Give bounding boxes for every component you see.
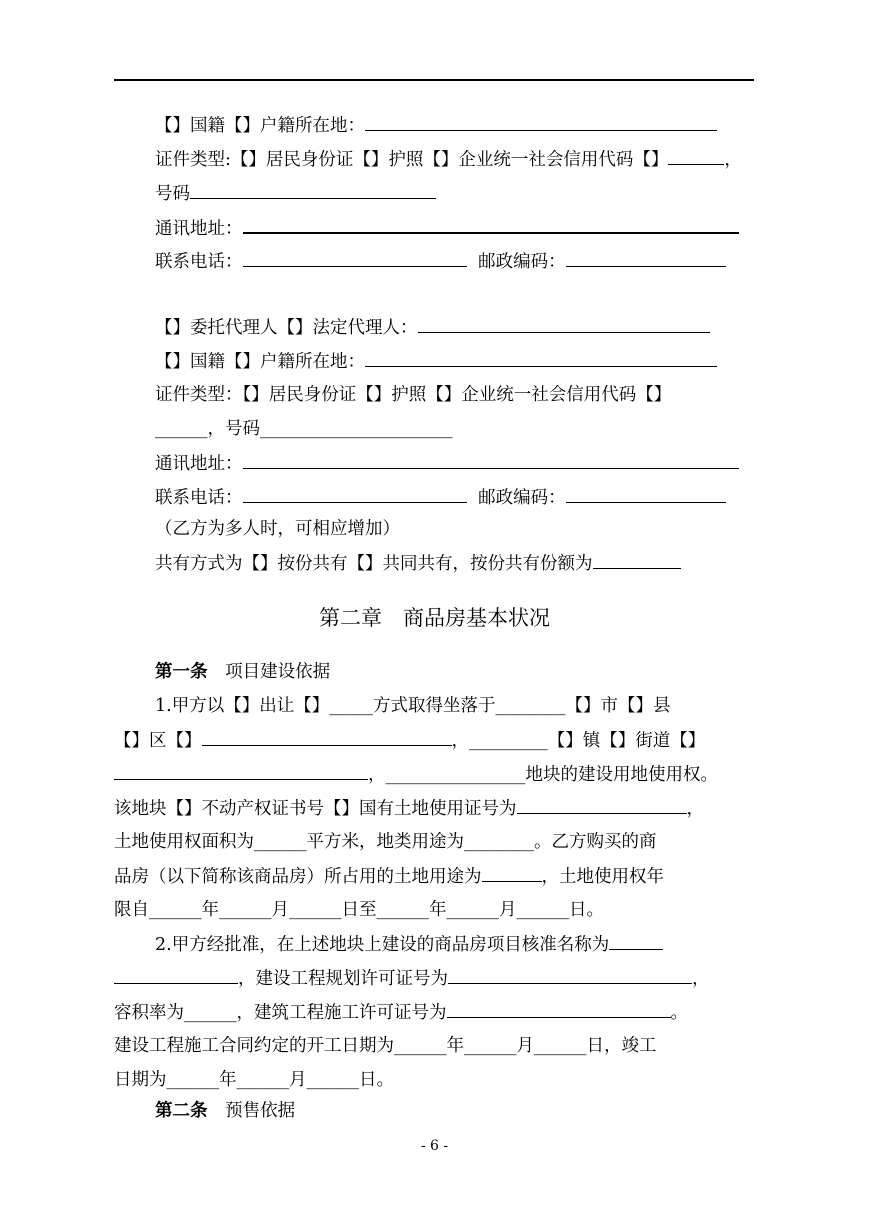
agent-name-field[interactable] (418, 316, 710, 333)
article2-title: 第二条 (155, 1101, 208, 1121)
agent-label: 【】委托代理人【】法定代理人： (155, 318, 418, 338)
share-line (155, 552, 681, 575)
project-name-field-a[interactable] (609, 933, 663, 950)
article2-subtitle: 预售依据 (225, 1101, 296, 1121)
p1-line1-text: 1.甲方以【】出让【】_____方式取得坐落于________【】市【】县 (155, 696, 671, 716)
owner-postcode-field[interactable] (566, 250, 726, 267)
owner-id-type-other-field[interactable] (668, 148, 724, 165)
agent-phone-field[interactable] (243, 486, 467, 503)
agent-nationality-label: 【】国籍【】户籍所在地： (155, 352, 365, 372)
p1-line5-text: 土地使用权面积为______平方米，地类用途为________。乙方购买的商 (114, 832, 657, 852)
p2-line1-text: 2.甲方经批准，在上述地块上建设的商品房项目核准名称为 (155, 935, 610, 955)
article1-p2-line4 (114, 1035, 657, 1057)
multi-party-note (155, 518, 400, 540)
agent-address-line (155, 452, 739, 475)
p1-line7-text: 限自______年______月______日至______年______月______日。 (114, 900, 604, 920)
agent-postcode-field[interactable] (566, 486, 726, 503)
owner-id-number-label: 号码 (155, 184, 190, 204)
owner-residence-field[interactable] (365, 114, 717, 131)
p1-line4-text: 该地块【】不动产权证书号【】国有土地使用证号为 (114, 799, 517, 819)
p2-line2-text: ，建设工程规划许可证号为 (238, 969, 448, 989)
article1-p2-line5 (114, 1069, 394, 1091)
agent-phone-label: 联系电话： (155, 488, 243, 508)
article1-p1-line1 (155, 695, 670, 717)
owner-address-label: 通讯地址： (155, 219, 243, 239)
article1-p1-line4 (114, 797, 704, 820)
p1-line4-comma: ， (686, 799, 704, 819)
owner-postcode-label: 邮政编码： (478, 252, 566, 272)
article1-heading (155, 661, 330, 683)
land-cert-number-field[interactable] (517, 797, 687, 814)
chapter-title: 第二章 商品房基本状况 (319, 606, 550, 630)
agent-id-type-line (155, 384, 671, 406)
agent-id-number-line (155, 418, 453, 440)
header-rule (114, 79, 754, 81)
owner-id-number-field[interactable] (190, 182, 436, 199)
multi-party-note-text: （乙方为多人时，可相应增加） (155, 519, 400, 539)
owner-address-field[interactable] (243, 216, 739, 234)
project-name-field-b[interactable] (114, 967, 238, 984)
page-number: - 6 - (420, 1138, 449, 1154)
article1-subtitle: 项目建设依据 (225, 662, 331, 682)
agent-line (155, 316, 710, 339)
article1-title: 第一条 (155, 662, 208, 682)
article1-p1-line3 (114, 763, 718, 786)
owner-id-type-label: 证件类型:【】居民身份证【】护照【】企业统一社会信用代码【】 (155, 150, 669, 170)
agent-id-type-label: 证件类型：【】居民身份证【】护照【】企业统一社会信用代码【】 (155, 385, 672, 405)
owner-nationality-line (155, 114, 717, 137)
owner-nationality-label: 【】国籍【】户籍所在地： (155, 116, 365, 136)
owner-phone-label: 联系电话： (155, 252, 243, 272)
article1-p1-line6 (114, 865, 664, 888)
p2-line3-text: 容积率为______，建筑工程施工许可证号为 (114, 1003, 447, 1023)
owner-id-number-line (155, 182, 436, 205)
land-use-field[interactable] (482, 865, 542, 882)
agent-phone-line (155, 486, 726, 509)
agent-address-label: 通讯地址： (155, 454, 243, 474)
owner-address-line (155, 216, 739, 240)
owner-id-type-line (155, 148, 742, 171)
article1-p1-line7 (114, 899, 604, 921)
agent-nationality-line (155, 350, 717, 373)
construction-permit-field[interactable] (447, 1001, 671, 1018)
p1-line2-text-a: 【】区【】 (114, 731, 202, 751)
street-field[interactable] (114, 763, 368, 780)
article1-p2-line3 (114, 1001, 688, 1024)
planning-permit-field[interactable] (448, 967, 692, 984)
article1-p1-line2 (114, 729, 705, 752)
owner-id-type-comma: ， (724, 150, 742, 170)
p2-line2-comma: ， (692, 969, 710, 989)
agent-id-number-label: ______，号码______________________ (155, 419, 453, 439)
agent-postcode-label: 邮政编码： (478, 488, 566, 508)
share-label: 共有方式为【】按份共有【】共同共有，按份共有份额为 (155, 554, 593, 574)
share-ratio-field[interactable] (593, 552, 681, 569)
article1-p2-line2 (114, 967, 710, 990)
district-field[interactable] (202, 729, 452, 746)
p1-line6-text-b: ，土地使用权年 (541, 867, 664, 887)
article2-heading (155, 1100, 295, 1122)
article1-p1-line5 (114, 831, 657, 853)
agent-residence-field[interactable] (365, 350, 717, 367)
owner-phone-line (155, 250, 726, 273)
p1-line3-text: ，________________地块的建设用地使用权。 (368, 765, 718, 785)
p2-line5-text: 日期为______年______月______日。 (114, 1070, 394, 1090)
article1-p2-line1 (155, 933, 663, 956)
p1-line6-text-a: 品房（以下简称该商品房）所占用的土地用途为 (114, 867, 482, 887)
p2-line3-period: 。 (670, 1003, 688, 1023)
agent-address-field[interactable] (243, 452, 739, 469)
p1-line2-text-b: ，_________【】镇【】街道【】 (451, 731, 706, 751)
p2-line4-text: 建设工程施工合同约定的开工日期为______年______月______日，竣工 (114, 1036, 657, 1056)
owner-phone-field[interactable] (243, 250, 467, 267)
